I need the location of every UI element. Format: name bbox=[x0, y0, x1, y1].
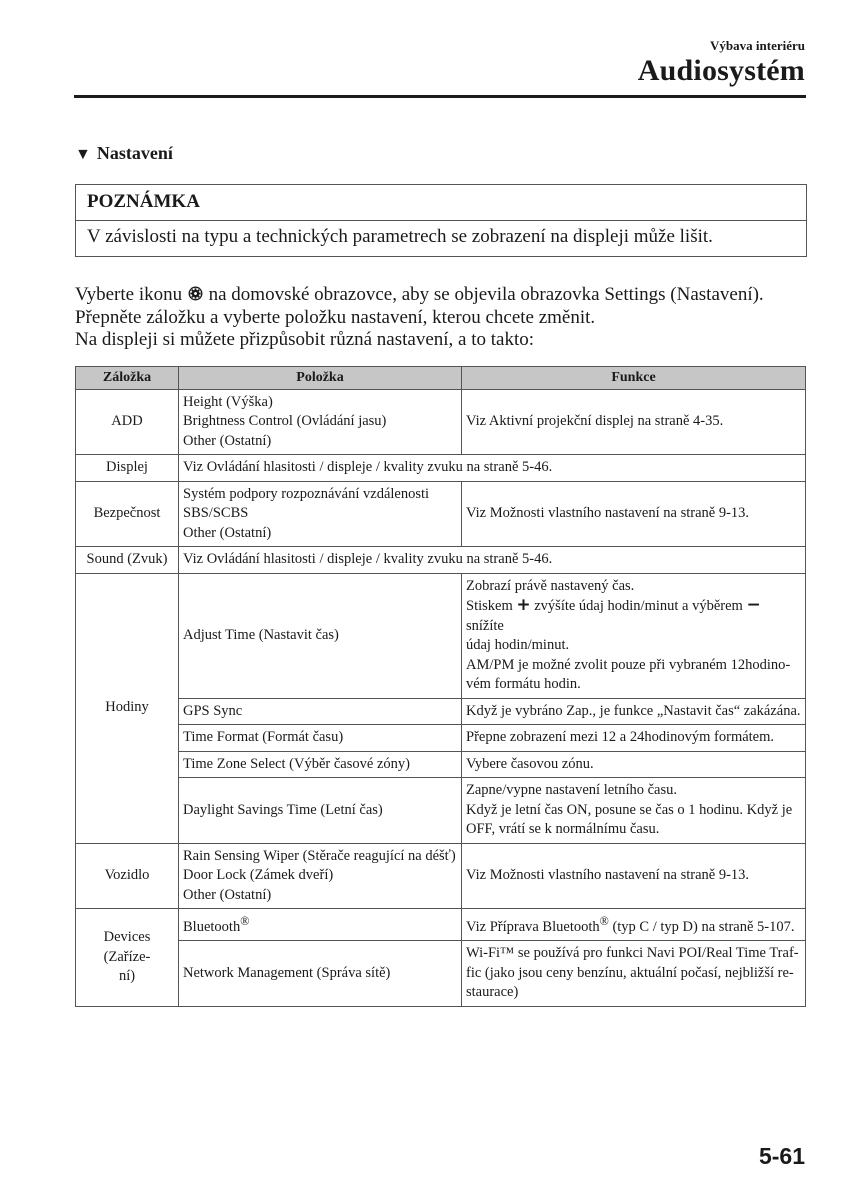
intro-line-1-before: Vyberte ikonu bbox=[75, 284, 183, 305]
item-line: Door Lock (Zámek dveří) bbox=[183, 867, 334, 883]
note-text: V závislosti na typu a technických parametrech se zobrazení na displeji může lišit. bbox=[87, 226, 713, 247]
function-line: Wi-Fi™ se používá pro funkci Navi POI/Real Time Traf- bbox=[466, 945, 799, 962]
function-text: (typ C / typ D) na straně 5-107. bbox=[608, 918, 795, 935]
function-cell bbox=[462, 573, 806, 698]
section-heading-text: Nastavení bbox=[96, 143, 173, 163]
item-text: Bluetooth bbox=[183, 918, 241, 935]
table-row-time-format bbox=[76, 725, 806, 752]
item-line: Other (Ostatní) bbox=[183, 524, 272, 541]
function-cell: Přepne zobrazení mezi 12 a 24hodinovým formátem. bbox=[462, 725, 806, 752]
item-line: Other (Ostatní) bbox=[183, 886, 272, 903]
item-cell bbox=[179, 909, 462, 941]
function-text: Stiskem bbox=[466, 598, 513, 614]
intro-line-3: Na displeji si můžete přizpůsobit různá nastavení, a to takto: bbox=[75, 329, 535, 350]
tab-cell: Bezpečnost bbox=[76, 481, 179, 547]
item-cell: Adjust Time (Nastavit čas) bbox=[179, 573, 462, 698]
function-text: Viz Příprava Bluetooth bbox=[466, 918, 600, 935]
item-line: Rain Sensing Wiper (Stěrače reagující na déšť) bbox=[183, 847, 456, 864]
table-row-vehicle bbox=[76, 843, 806, 909]
function-line: fic (jako jsou ceny benzínu, aktuální počasí, nejbližší re- bbox=[466, 964, 794, 981]
table-header-row bbox=[76, 367, 806, 390]
table-row-sound bbox=[76, 547, 806, 574]
item-cell: Network Management (Správa sítě) bbox=[179, 941, 462, 1007]
intro-paragraph bbox=[75, 284, 815, 352]
section-heading bbox=[75, 143, 173, 164]
function-line: údaj hodin/minut. bbox=[466, 637, 570, 653]
tab-cell: Vozidlo bbox=[76, 843, 179, 909]
table-row-add bbox=[76, 389, 806, 455]
item-cell bbox=[179, 481, 462, 547]
item-line: Brightness Control (Ovládání jasu) bbox=[183, 413, 387, 429]
tab-cell bbox=[76, 909, 179, 1007]
function-line: Zobrazí právě nastavený čas. bbox=[466, 577, 635, 594]
table-row-display bbox=[76, 455, 806, 482]
merged-cell: Viz Ovládání hlasitosti / displeje / kvality zvuku na straně 5-46. bbox=[179, 455, 806, 482]
function-cell bbox=[462, 909, 806, 941]
function-line: AM/PM je možné zvolit pouze při vybraném 12hodino- bbox=[466, 656, 791, 673]
item-cell: Daylight Savings Time (Letní čas) bbox=[179, 778, 462, 844]
header-title: Audiosystém bbox=[637, 54, 805, 87]
function-line: Když je letní čas ON, posune se čas o 1 hodinu. Když je bbox=[466, 801, 793, 818]
header-section-label: Výbava interiéru bbox=[710, 38, 805, 53]
item-line: SBS/SCBS bbox=[183, 505, 249, 521]
tab-line: ní) bbox=[118, 968, 136, 985]
tab-cell: ADD bbox=[76, 389, 179, 455]
page-number: 5-61 bbox=[758, 1143, 805, 1169]
table-row-gps-sync bbox=[76, 698, 806, 725]
function-cell bbox=[462, 941, 806, 1007]
table-row-daylight bbox=[76, 778, 806, 844]
registered-mark: ® bbox=[599, 914, 609, 928]
note-box bbox=[75, 184, 807, 257]
function-text: snížíte bbox=[466, 617, 504, 634]
tab-cell: Hodiny bbox=[76, 573, 179, 843]
column-header-item: Položka bbox=[179, 367, 462, 390]
registered-mark: ® bbox=[240, 914, 250, 928]
function-line: Zapne/vypne nastavení letního času. bbox=[466, 782, 677, 798]
function-line bbox=[466, 596, 801, 636]
item-line: Other (Ostatní) bbox=[183, 432, 272, 449]
triangle-down-icon: ▼ bbox=[75, 146, 91, 163]
table-row-adjust-time bbox=[76, 573, 806, 698]
item-cell: Time Zone Select (Výběr časové zóny) bbox=[179, 751, 462, 778]
intro-line-1-after: na domovské obrazovce, aby se objevila obrazovka Settings (Nastavení). bbox=[208, 284, 764, 305]
item-cell: Time Format (Formát času) bbox=[179, 725, 462, 752]
table-row-safety bbox=[76, 481, 806, 547]
function-cell bbox=[462, 778, 806, 844]
function-line: vém formátu hodin. bbox=[466, 676, 581, 692]
gear-icon bbox=[187, 285, 204, 302]
column-header-function: Funkce bbox=[462, 367, 806, 390]
table-row-bluetooth bbox=[76, 909, 806, 941]
intro-line-1 bbox=[75, 284, 815, 307]
item-line: Height (Výška) bbox=[183, 393, 273, 410]
function-line: OFF, vrátí se k normálnímu času. bbox=[466, 821, 660, 837]
function-cell: Viz Možnosti vlastního nastavení na straně 9-13. bbox=[462, 481, 806, 547]
settings-table bbox=[75, 366, 806, 1007]
tab-cell: Displej bbox=[76, 455, 179, 482]
function-cell: Když je vybráno Zap., je funkce „Nastavit čas“ zakázána. bbox=[462, 698, 806, 725]
header-rule bbox=[74, 95, 806, 98]
table-row-time-zone bbox=[76, 751, 806, 778]
note-title: POZNÁMKA bbox=[76, 185, 806, 221]
item-cell bbox=[179, 389, 462, 455]
tab-cell: Sound (Zvuk) bbox=[76, 547, 179, 574]
function-cell: Viz Aktivní projekční displej na straně 4-35. bbox=[462, 389, 806, 455]
item-line: Systém podpory rozpoznávání vzdálenosti bbox=[183, 485, 430, 502]
function-text: zvýšíte údaj hodin/minut a výběrem bbox=[534, 598, 743, 614]
item-cell: GPS Sync bbox=[179, 698, 462, 725]
function-cell: Viz Možnosti vlastního nastavení na straně 9-13. bbox=[462, 843, 806, 909]
plus-icon: + bbox=[516, 595, 531, 615]
tab-line: Devices (Zaříze- bbox=[103, 929, 151, 965]
table-row-network bbox=[76, 941, 806, 1007]
minus-icon: − bbox=[746, 595, 761, 615]
intro-line-2: Přepněte záložku a vyberte položku nastavení, kterou chcete změnit. bbox=[75, 306, 596, 328]
item-cell bbox=[179, 843, 462, 909]
function-cell: Vybere časovou zónu. bbox=[462, 751, 806, 778]
function-line: staurace) bbox=[466, 984, 519, 1001]
merged-cell: Viz Ovládání hlasitosti / displeje / kvality zvuku na straně 5-46. bbox=[179, 547, 806, 574]
column-header-tab: Záložka bbox=[76, 367, 179, 390]
